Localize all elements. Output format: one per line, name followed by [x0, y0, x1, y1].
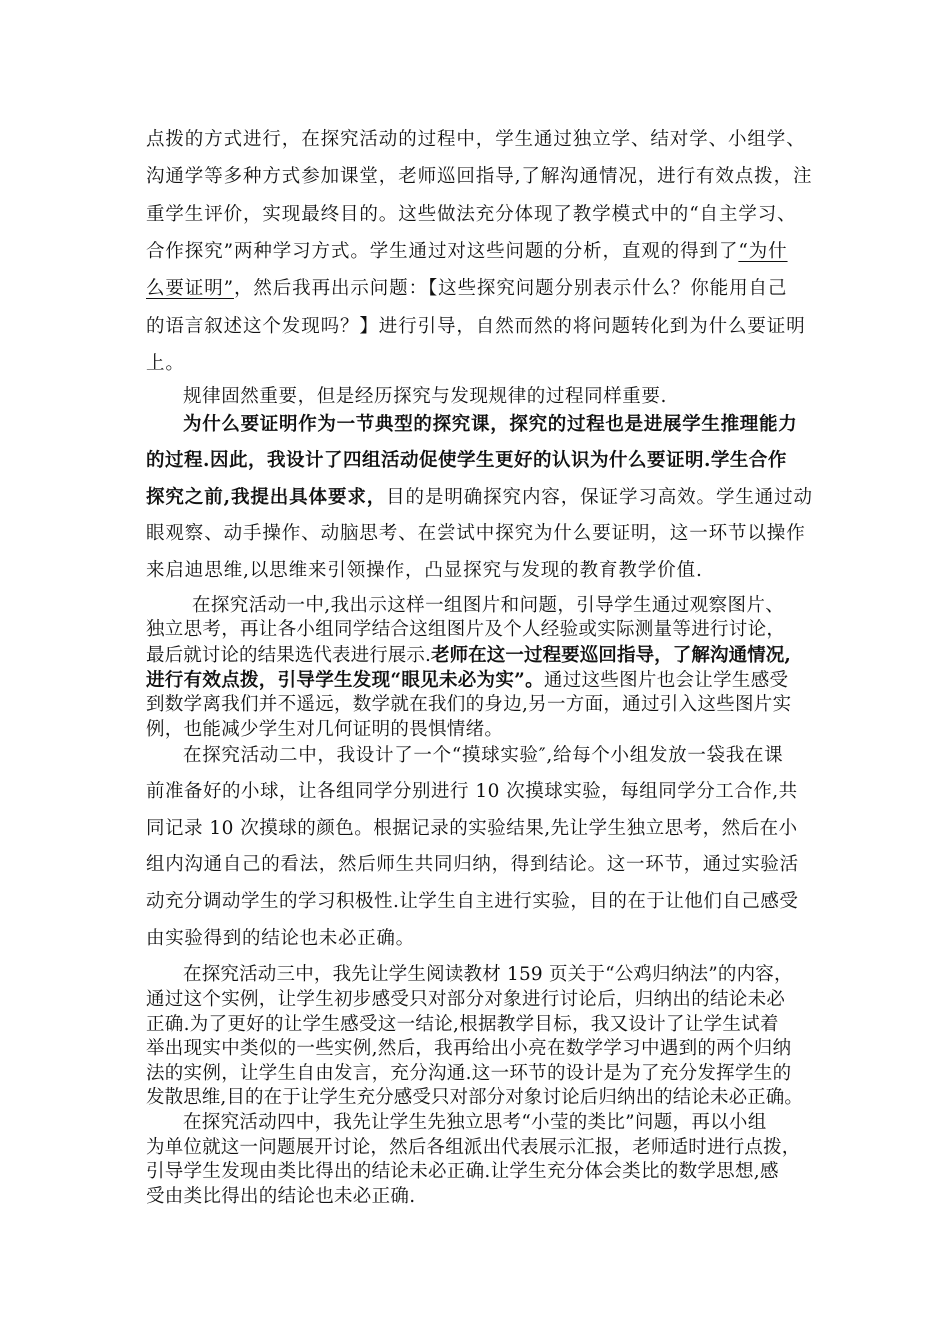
- text-line: 举出现实中类似的一些实例,然后，我再给出小亮在数学学习中遇到的两个归纳: [146, 1038, 792, 1059]
- text-line: [146, 486, 813, 510]
- text-line: 受由类比得出的结论也未必正确.: [146, 1186, 416, 1207]
- text-line: 在探究活动三中，我先让学生阅读教材 159 页关于“公鸡归纳法”的内容，: [183, 964, 793, 985]
- text-line: 在探究活动二中，我设计了一个“摸球实验″,给每个小组发放一袋我在课: [183, 745, 784, 766]
- paragraph-2: 规律固然重要，但是经历探究与发现规律的过程同样重要.: [183, 386, 667, 407]
- text-line: 在探究活动四中，我先让学生先独立思考“小莹的类比”问题，再以小组: [183, 1112, 767, 1133]
- underlined-phrase: “为什: [738, 241, 788, 262]
- text-line: 的语言叙述这个发现吗？】进行引导，自然而然的将问题转化到为什么要证明: [146, 316, 806, 337]
- text-line: 动充分调动学生的学习积极性.让学生自主进行实验，目的在于让他们自己感受: [146, 891, 799, 912]
- text-line: 上。: [146, 353, 185, 374]
- text-line: [146, 669, 788, 693]
- text-line: 通过这个实例，让学生初步感受只对部分对象进行讨论后，归纳出的结论未必: [146, 989, 786, 1010]
- text-line: 在探究活动一中,我出示这样一组图片和问题，引导学生通过观察图片、: [192, 595, 785, 616]
- text-segment: 目的是明确探究内容，保证学习高效。学生通过动: [386, 487, 813, 508]
- text-line: 为单位就这一问题展开讨论，然后各组派出代表展示汇报，老师适时进行点拨，: [146, 1137, 801, 1158]
- bold-segment: 进行有效点拨，引导学生发现“眼见未必为实”。: [146, 670, 544, 691]
- text-line: [146, 277, 787, 301]
- text-line: 发散思维,目的在于让学生充分感受只对部分对象讨论后归纳出的结论未必正确。: [146, 1087, 803, 1108]
- text-line: 沟通学等多种方式参加课堂，老师巡回指导,了解沟通情况，进行有效点拨，注: [146, 166, 813, 187]
- text-line: 由实验得到的结论也未必正确。: [146, 928, 415, 949]
- bold-segment: 探究之前,我提出具体要求，: [146, 487, 387, 508]
- bold-segment: 老师在这一过程要巡回指导，了解沟通情况,: [430, 645, 791, 666]
- text-line: 眼观察、动手操作、动脑思考、在尝试中探究为什么要证明，这一环节以操作: [146, 523, 806, 544]
- bold-text-line: 为什么要证明作为一节典型的探究课，探究的过程也是进展学生推理能力: [183, 414, 798, 435]
- text-segment: 最后就讨论的结果选代表进行展示.: [146, 645, 431, 666]
- text-line: 独立思考，再让各小组同学结合这组图片及个人经验或实际测量等进行讨论，: [146, 619, 786, 640]
- text-line: 组内沟通自己的看法，然后师生共同归纳，得到结论。这一环节，通过实验活: [146, 854, 799, 875]
- text-line: 法的实例，让学生自由发言，充分沟通.这一环节的设计是为了充分发挥学生的: [146, 1063, 792, 1084]
- text-line: 同记录 10 次摸球的颜色。根据记录的实验结果,先让学生独立思考，然后在小: [146, 818, 798, 839]
- text-line: 正确.为了更好的让学生感受这一结论,根据教学目标，我又设计了让学生试着: [146, 1014, 779, 1035]
- text-line: [146, 240, 788, 264]
- bold-text-line: 的过程.因此，我设计了四组活动促使学生更好的认识为什么要证明.学生合作: [146, 450, 787, 471]
- text-line: 前准备好的小球，让各组同学分别进行 10 次摸球实验，每组同学分工合作,共: [146, 781, 798, 802]
- underlined-phrase: 么要证明”: [146, 278, 234, 299]
- text-line: 点拨的方式进行，在探究活动的过程中，学生通过独立学、结对学、小组学、: [146, 129, 806, 150]
- text-line: 来启迪思维,以思维来引领操作，凸显探究与发现的教育教学价值.: [146, 560, 703, 581]
- text-line: 引导学生发现由类比得出的结论未必正确.让学生充分体会类比的数学思想,感: [146, 1161, 779, 1182]
- text-segment: ，然后我再出示问题：【这些探究问题分别表示什么？你能用自己: [233, 278, 788, 299]
- text-line: [146, 644, 791, 668]
- text-segment: 合作探究”两种学习方式。学生通过对这些问题的分析，直观的得到了: [146, 241, 739, 262]
- text-line: 重学生评价，实现最终目的。这些做法充分体现了教学模式中的“自主学习、: [146, 204, 797, 225]
- text-segment: 通过这些图片也会让学生感受: [543, 670, 789, 691]
- text-line: 到数学离我们并不遥远，数学就在我们的身边,另一方面，通过引入这些图片实: [146, 694, 792, 715]
- text-line: 例，也能减少学生对几何证明的畏惧情绪。: [146, 719, 504, 740]
